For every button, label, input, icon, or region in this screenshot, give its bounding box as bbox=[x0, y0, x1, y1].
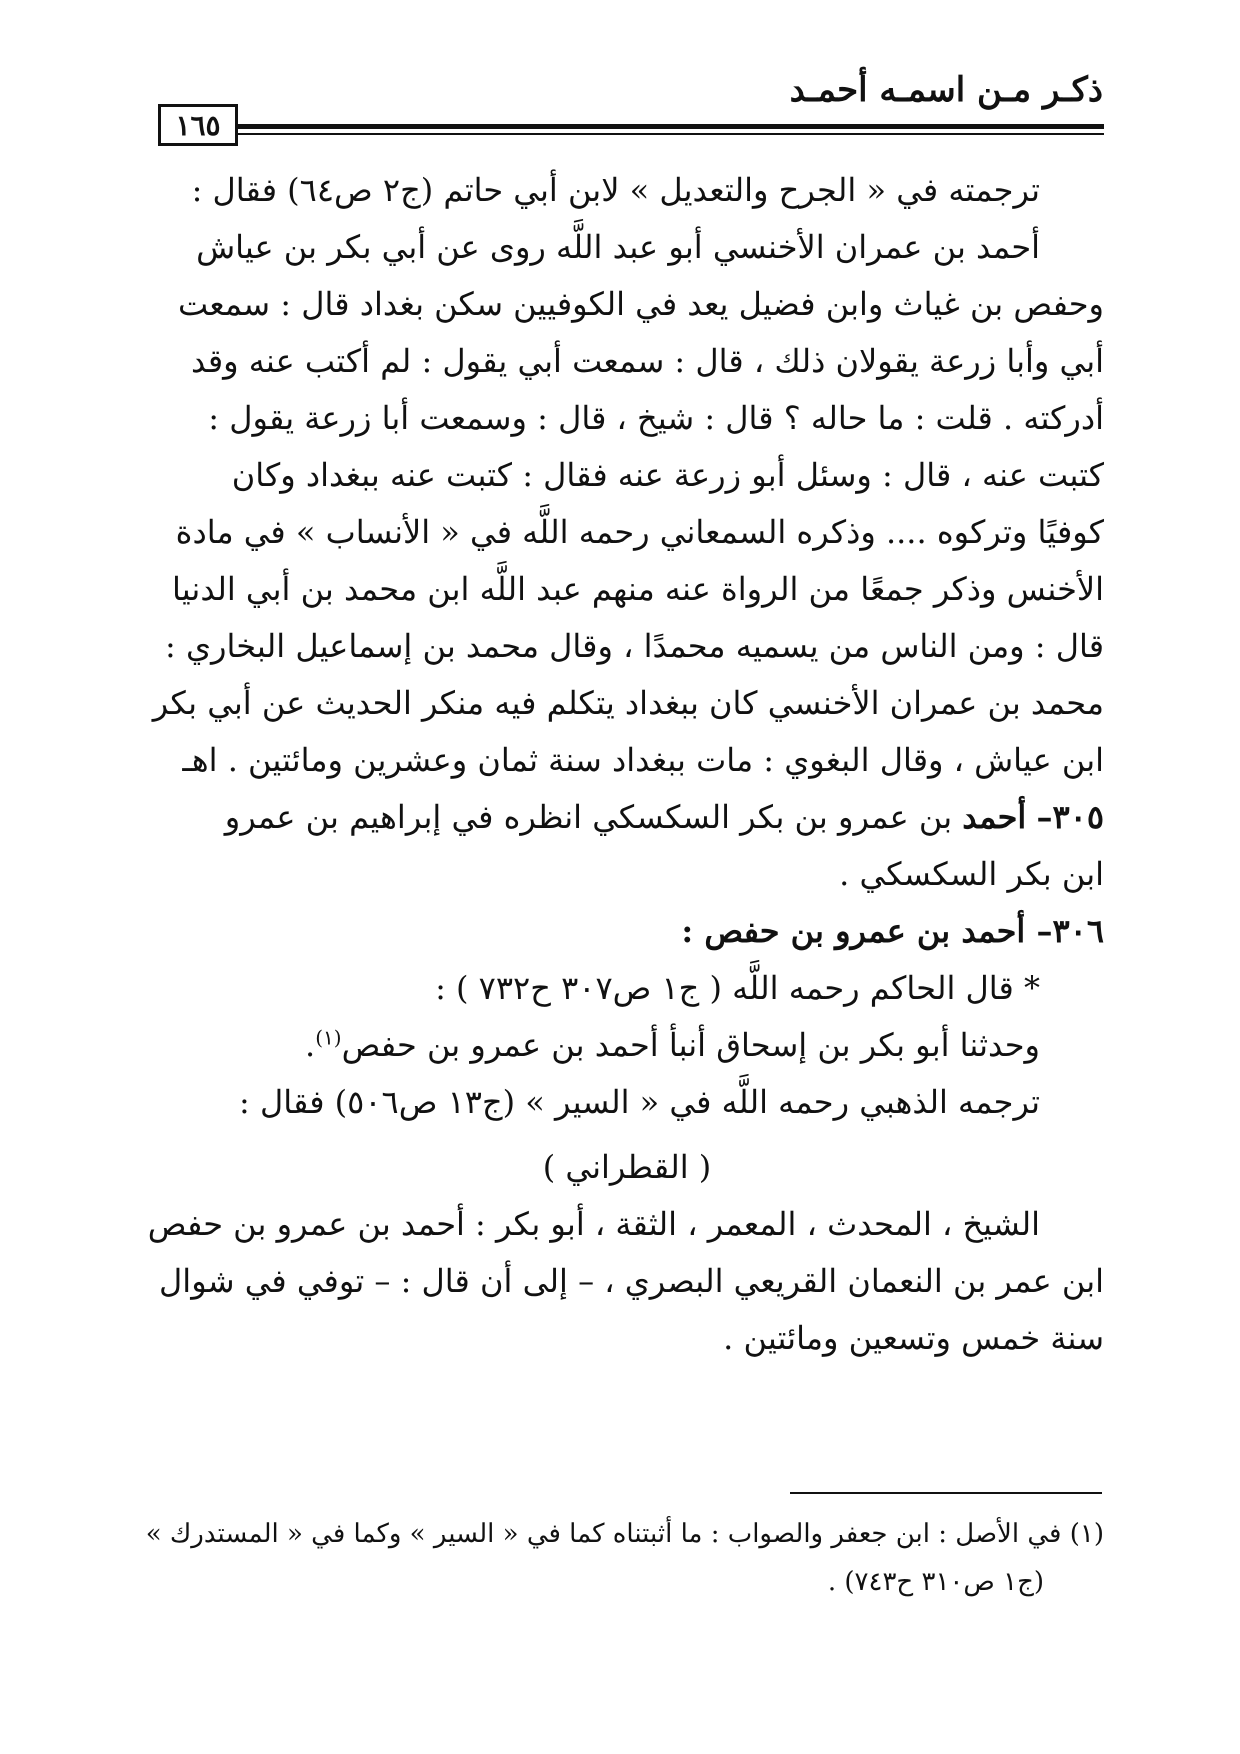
text-line: ابن عياش ، وقال البغوي : مات ببغداد سنة ثمان وعشرين ومائتين . اهـ bbox=[182, 741, 1104, 779]
text-line: الأخنس وذكر جمعًا من الرواة عنه منهم عبد اللَّه ابن محمد بن أبي الدنيا bbox=[172, 570, 1104, 608]
text-span: وحدثنا أبو بكر بن إسحاق أنبأ أحمد بن عمرو بن حفص bbox=[341, 1026, 1040, 1064]
entry-306-heading bbox=[150, 903, 1104, 960]
header-rule-thick bbox=[236, 124, 1104, 129]
text-line: قال : ومن الناس من يسميه محمدًا ، وقال محمد بن إسماعيل البخاري : bbox=[165, 627, 1104, 665]
text-line: أدركته . قلت : ما حاله ؟ قال : شيخ ، قال : وسمعت أبا زرعة يقول : bbox=[208, 399, 1104, 437]
main-text bbox=[147, 162, 1104, 1367]
entry-number: ٣٠٥– bbox=[1036, 798, 1104, 836]
entry-name: أحمد bbox=[962, 798, 1027, 836]
text-line: كوفيًا وتركوه .... وذكره السمعاني رحمه اللَّه في « الأنساب » في مادة bbox=[175, 513, 1104, 551]
text-line: كتبت عنه ، قال : وسئل أبو زرعة عنه فقال : كتبت عنه ببغداد وكان bbox=[231, 456, 1104, 494]
text-line: أبي وأبا زرعة يقولان ذلك ، قال : سمعت أبي يقول : لم أكتب عنه وقد bbox=[191, 342, 1104, 380]
text-line: ترجمه الذهبي رحمه اللَّه في « السير » (ج١٣ ص٥٠٦) فقال : bbox=[239, 1083, 1040, 1121]
footnote-marker: (١) bbox=[315, 1025, 342, 1050]
text-line: محمد بن عمران الأخنسي كان ببغداد يتكلم فيه منكر الحديث عن أبي بكر bbox=[152, 684, 1104, 722]
text-line: أحمد بن عمران الأخنسي أبو عبد اللَّه روى عن أبي بكر بن عياش bbox=[196, 228, 1040, 266]
page-number: ١٦٥ bbox=[158, 104, 238, 146]
subheading: ( القطراني ) bbox=[542, 1148, 712, 1186]
entry-name: أحمد بن عمرو بن حفص : bbox=[681, 912, 1026, 950]
text-line: الشيخ ، المحدث ، المعمر ، الثقة ، أبو بكر : أحمد بن عمرو بن حفص bbox=[147, 1205, 1040, 1243]
entry-305 bbox=[150, 789, 1104, 846]
footnote-line: (١) في الأصل : ابن جعفر والصواب : ما أثبتناه كما في « السير » وكما في « المستدرك » bbox=[145, 1519, 1104, 1549]
footnote bbox=[145, 1510, 1104, 1606]
header-rule-thin bbox=[236, 133, 1104, 135]
text-line: ابن عمر بن النعمان القريعي البصري ، – إلى أن قال : – توفي في شوال bbox=[159, 1262, 1104, 1300]
sentence-end: . bbox=[305, 1026, 316, 1064]
entry-text: بن عمرو بن بكر السكسكي انظره في إبراهيم بن عمرو bbox=[224, 798, 953, 836]
text-line: ابن بكر السكسكي . bbox=[839, 855, 1104, 893]
text-line: وحفص بن غياث وابن فضيل يعد في الكوفيين سكن بغداد قال : سمعت bbox=[177, 285, 1104, 323]
text-line: ترجمته في « الجرح والتعديل » لابن أبي حاتم (ج٢ ص٦٤) فقال : bbox=[191, 171, 1040, 209]
footnote-rule bbox=[790, 1492, 1102, 1494]
running-title: ذكـر مـن اسمـه أحمـد bbox=[789, 70, 1103, 110]
text-line: * قال الحاكم رحمه اللَّه ( ج١ ص٣٠٧ ح٧٣٢ ) : bbox=[435, 969, 1040, 1007]
text-line: سنة خمس وتسعين ومائتين . bbox=[723, 1319, 1104, 1357]
text-line bbox=[150, 1017, 1104, 1074]
footnote-line: (ج١ ص٣١٠ ح٧٤٣) . bbox=[827, 1567, 1044, 1597]
entry-number: ٣٠٦– bbox=[1036, 912, 1104, 950]
